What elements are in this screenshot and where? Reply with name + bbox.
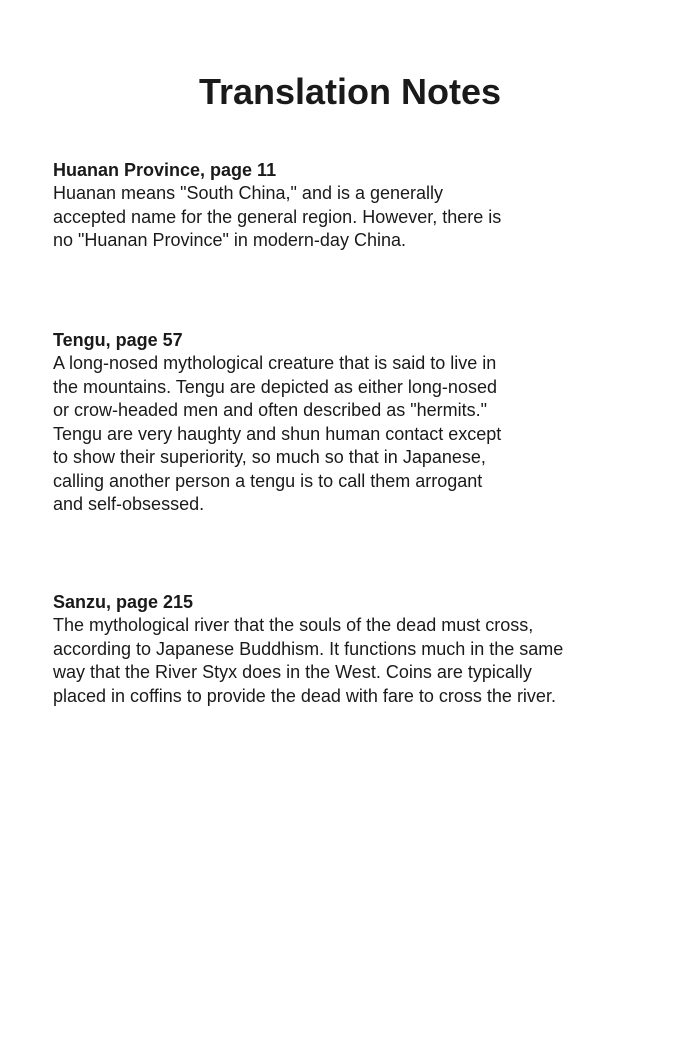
note-heading: Huanan Province, page 11 bbox=[53, 160, 277, 180]
note-text-line: the mountains. Tengu are depicted as either long-nosed bbox=[53, 376, 497, 397]
note-text-line: Tengu are very haughty and shun human contact except bbox=[53, 423, 502, 444]
note-text-line: Huanan means "South China," and is a generally bbox=[53, 183, 444, 203]
note-text-line: to show their superiority, so much so that in Japanese, bbox=[53, 447, 486, 467]
note-text-line: placed in coffins to provide the dead with fare to cross the river. bbox=[53, 685, 556, 706]
note-heading: Sanzu, page 215 bbox=[53, 592, 194, 612]
note-text-line: accepted name for the general region. However, there is bbox=[53, 206, 502, 227]
note-text-line: way that the River Styx does in the West. Coins are typically bbox=[53, 662, 532, 682]
note-text-line: calling another person a tengu is to call them arrogant bbox=[53, 470, 483, 491]
note-text-line: and self-obsessed. bbox=[53, 494, 205, 514]
note-heading: Tengu, page 57 bbox=[53, 330, 183, 350]
note-text-line: according to Japanese Buddhism. It functions much in the same bbox=[53, 638, 564, 659]
page-title: Translation Notes bbox=[198, 71, 502, 112]
note-text-line: A long-nosed mythological creature that is said to live in bbox=[53, 353, 497, 373]
translation-note-tengu bbox=[53, 328, 653, 517]
note-text-line: The mythological river that the souls of the dead must cross, bbox=[53, 615, 534, 635]
translation-note-sanzu bbox=[53, 590, 653, 708]
note-text-line: no "Huanan Province" in modern-day China. bbox=[53, 230, 406, 250]
note-text-line: or crow-headed men and often described as "hermits." bbox=[53, 400, 488, 420]
translation-note-huanan bbox=[53, 158, 653, 253]
